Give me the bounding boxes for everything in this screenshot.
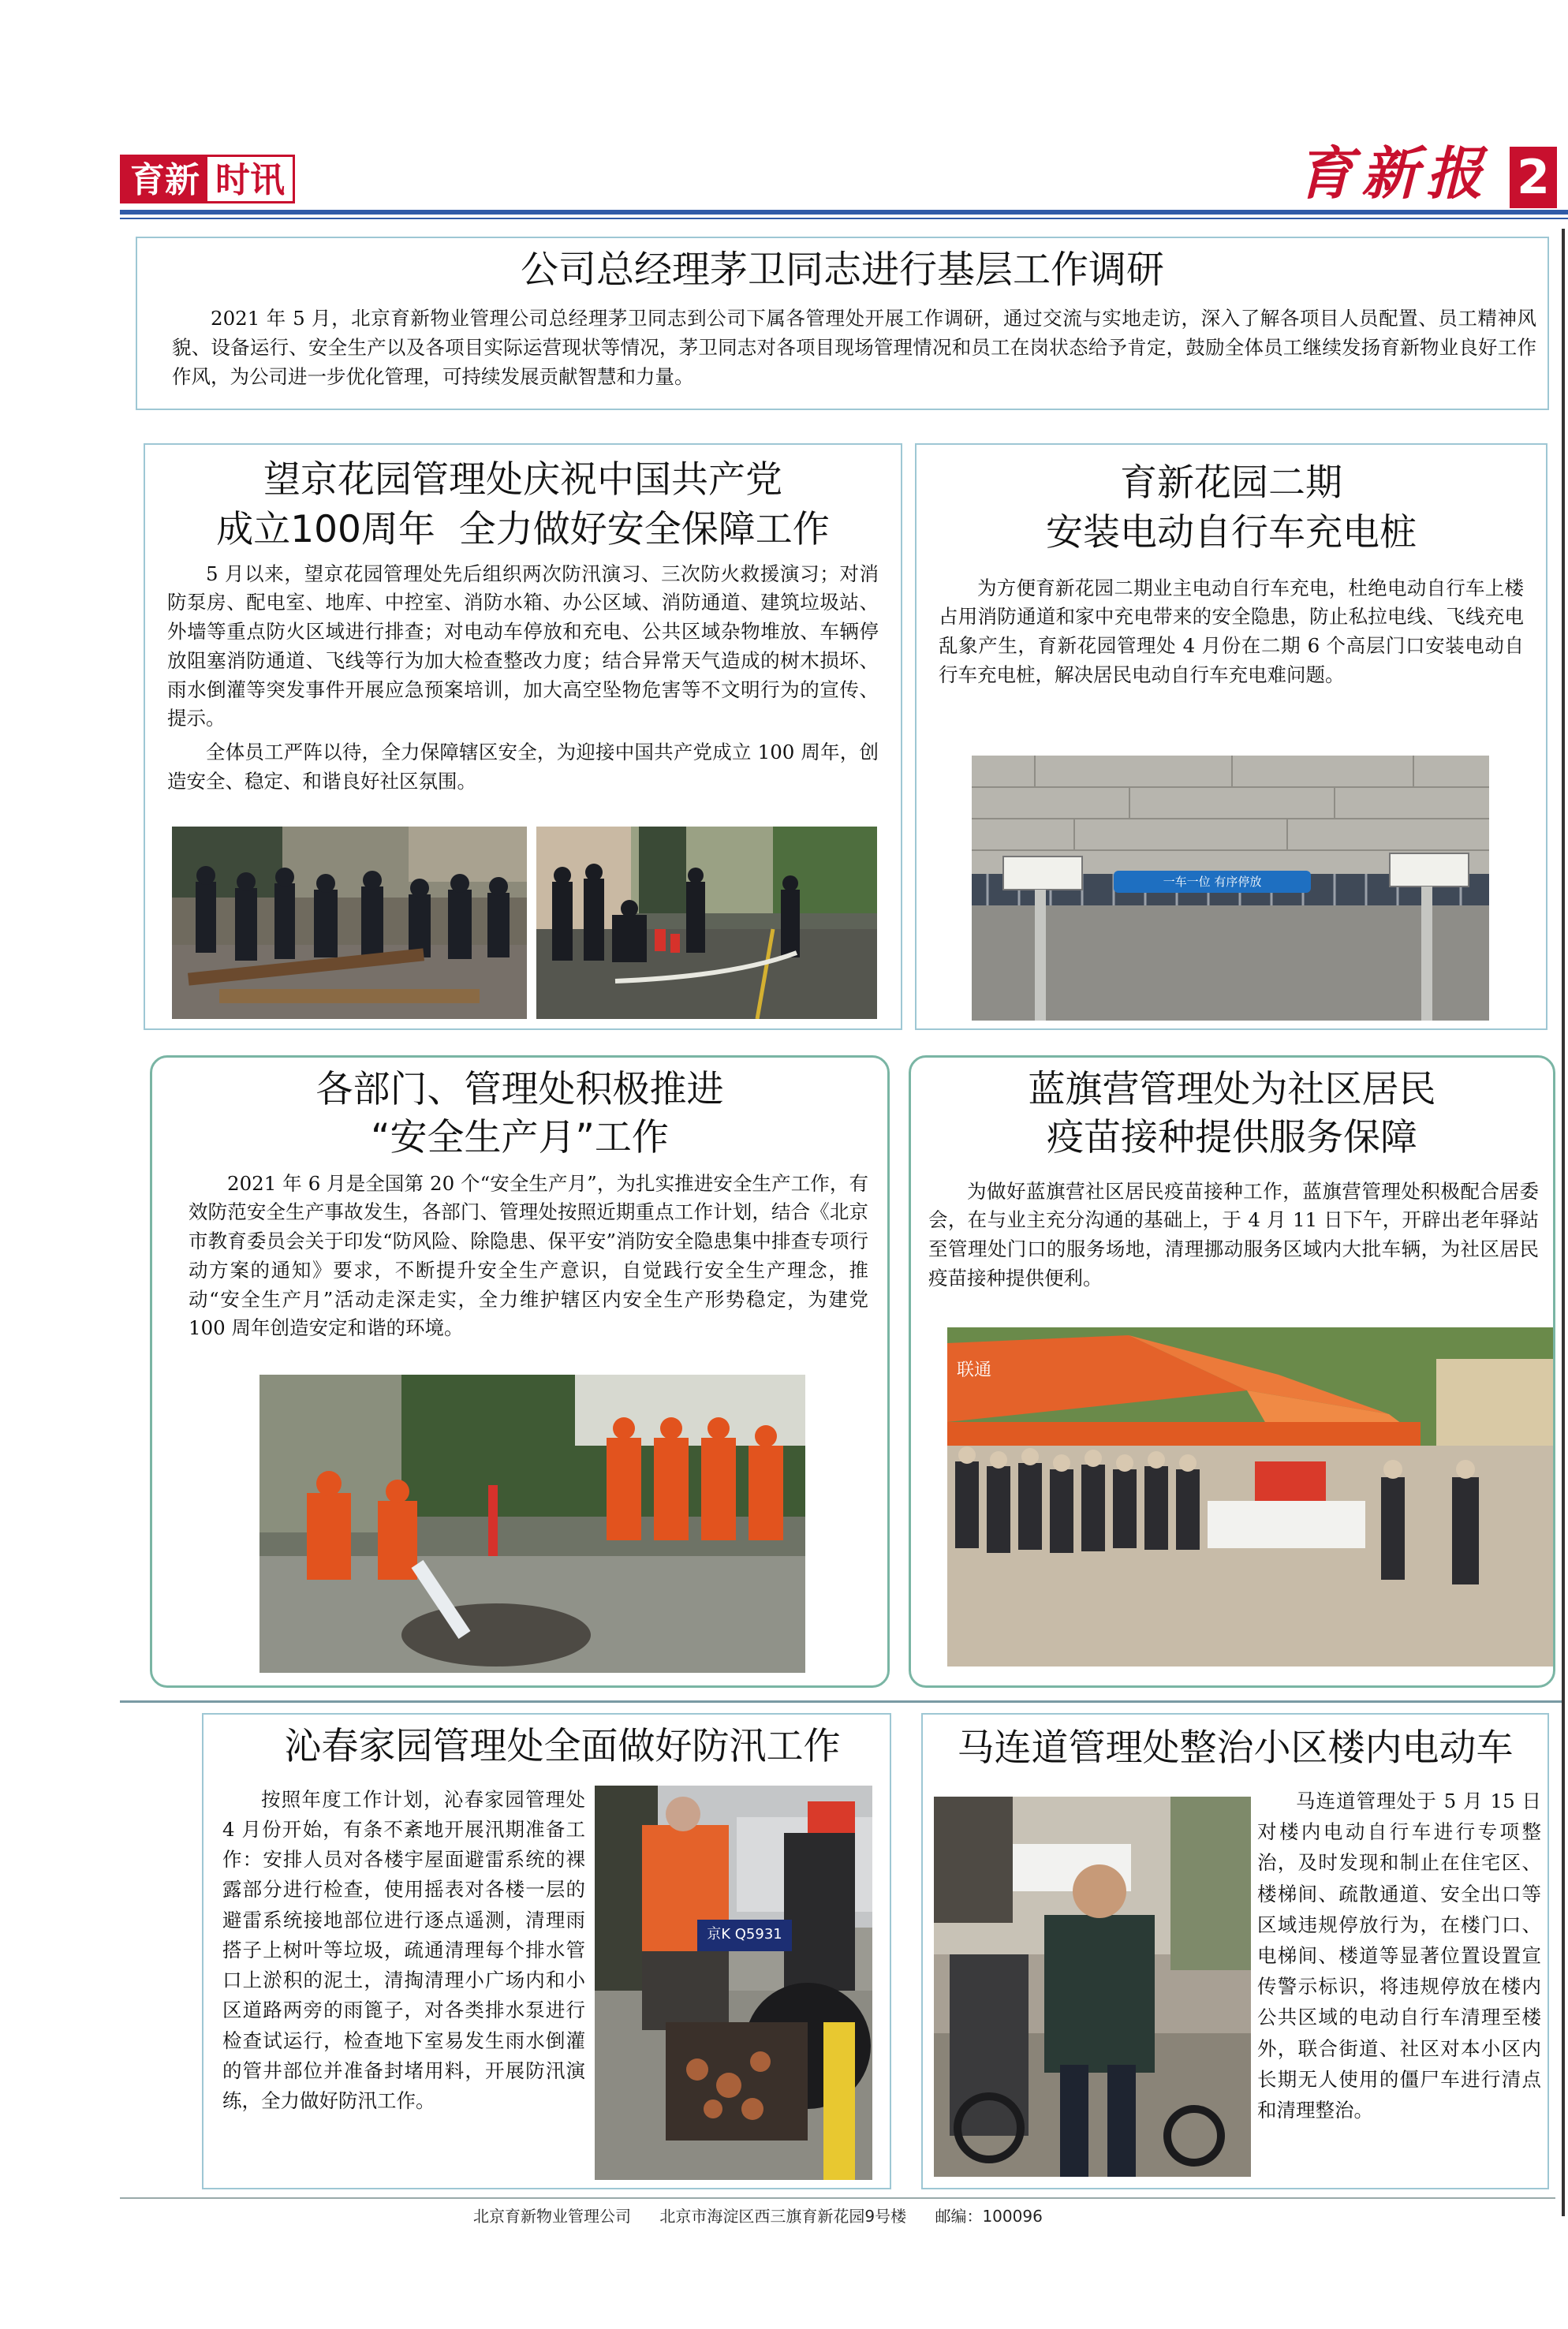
article-wangjing-para-1: 5 月以来，望京花园管理处先后组织两次防汛演习、三次防火救援演习；对消防泵房、配电室、地库、中控室、消防水箱、办公区域、消防通道、建筑垃圾站、外墙等重点防火区域进行排查；对电动车停放和充电、公共区域杂物堆放、车辆停放阻塞消防通道、飞线等行为加大检查整改力度；结合异常天气造成的树木损坏、雨水倒灌等突发事件开展应急预案培训，加大高空坠物危害等不文明行为的宣传、提示。 bbox=[167, 562, 879, 730]
header-rule bbox=[120, 210, 1568, 215]
section-tag bbox=[120, 155, 295, 203]
article-safety-title-1: 各部门、管理处积极推进 bbox=[315, 1068, 724, 1111]
article-charging-title-2: 安装电动自行车充电桩 bbox=[1046, 510, 1417, 554]
photo-drain-cleaning bbox=[595, 1786, 872, 2180]
photo-vaccination-site bbox=[947, 1327, 1553, 1667]
photo-ebike-removal bbox=[934, 1797, 1251, 2177]
article-top bbox=[136, 237, 1549, 410]
article-lanqiying-title-2: 疫苗接种提供服务保障 bbox=[1047, 1115, 1417, 1159]
footer-postcode: 邮编：100096 bbox=[935, 2207, 1043, 2226]
photo-license-plate: 京K Q5931 bbox=[707, 1926, 782, 1943]
photo-firefighters-drill bbox=[259, 1375, 805, 1673]
article-malian-title: 马连道管理处整治小区楼内电动车 bbox=[957, 1726, 1514, 1770]
photo-tent-text: 联通 bbox=[957, 1360, 992, 1380]
article-qinchun bbox=[202, 1713, 891, 2189]
article-lanqiying-title-1: 蓝旗营管理处为社区居民 bbox=[1028, 1068, 1436, 1111]
article-safety-month bbox=[150, 1055, 890, 1688]
article-wangjing-title-1: 望京花园管理处庆祝中国共产党 bbox=[263, 458, 782, 502]
photo-fire-hose-drill bbox=[536, 827, 877, 1019]
masthead: 育新报 bbox=[1296, 140, 1491, 207]
photo-charging-station bbox=[972, 756, 1489, 1021]
article-wangjing bbox=[144, 443, 902, 1030]
section-tag-white: 时讯 bbox=[207, 157, 293, 201]
article-qinchun-body: 按照年度工作计划，沁春家园管理处 4 月份开始，有条不紊地开展汛期准备工作：安排人员对各楼宇屋面避雷系统的裸露部分进行检查，使用摇表对各楼一层的避雷系统接地部位进行逐点遥测，清理雨搭子上树叶等垃圾，疏通清理每个排水管口上淤积的泥土，清掏清理小广场内和小区道路两旁的雨篦子，对各类排水泵进行检查试运行，检查地下室易发生雨水倒灌的管井部位并准备封堵用料，开展防汛演练，全力做好防汛工作。 bbox=[222, 1787, 585, 2112]
article-lanqiying-body: 为做好蓝旗营社区居民疫苗接种工作，蓝旗营管理处积极配合居委会，在与业主充分沟通的基础上，于 4 月 11 日下午，开辟出老年驿站至管理处门口的服务场地，清理挪动服务区域内大批车辆，为社区居民疫苗接种提供便利。 bbox=[928, 1179, 1539, 1290]
article-qinchun-title: 沁春家园管理处全面做好防汛工作 bbox=[284, 1725, 841, 1768]
section-tag-red: 育新 bbox=[122, 157, 207, 201]
article-safety-body: 2021 年 6 月是全国第 20 个“安全生产月”，为扎实推进安全生产工作，有效防范安全生产事故发生，各部门、管理处按照近期重点工作计划，结合《北京市教育委员会关于印发“防风险、除隐患、保平安”消防安全隐患集中排查专项行动方案的通知》要求，不断提升安全生产意识，自觉践行安全生产理念，推动“安全生产月”活动走深走实，全力维护辖区内安全生产形势稳定，为建党 100 周年创造安定和谐的环境。 bbox=[189, 1171, 868, 1340]
section-separator bbox=[120, 1700, 1562, 1703]
article-top-title: 公司总经理茅卫同志进行基层工作调研 bbox=[520, 248, 1164, 292]
article-malian bbox=[921, 1713, 1549, 2189]
article-wangjing-para-2: 全体员工严阵以待，全力保障辖区安全，为迎接中国共产党成立 100 周年，创造安全、稳定、和谐良好社区氛围。 bbox=[167, 741, 879, 793]
article-wangjing-title-2: 成立100周年 全力做好安全保障工作 bbox=[216, 507, 830, 551]
page-number: 2 bbox=[1510, 147, 1557, 208]
article-charging-body: 为方便育新花园二期业主电动自行车充电，杜绝电动自行车上楼占用消防通道和家中充电带来的安全隐患，防止私拉电线、飞线充电乱象产生，育新花园管理处 4 月份在二期 6 个高层门口安装电动自行车充电桩，解决居民电动自行车充电难问题。 bbox=[939, 576, 1524, 686]
footer-rule bbox=[120, 2197, 1555, 2199]
article-safety-title-2: “安全生产月”工作 bbox=[371, 1115, 669, 1159]
footer-address: 北京市海淀区西三旗育新花园9号楼 bbox=[659, 2207, 907, 2226]
page-edge-rule bbox=[1562, 229, 1565, 2216]
footer bbox=[473, 2204, 1262, 2235]
footer-company: 北京育新物业管理公司 bbox=[473, 2207, 631, 2226]
article-charging bbox=[915, 443, 1547, 1030]
header-rule-thin bbox=[120, 218, 1568, 219]
article-top-body: 2021 年 5 月，北京育新物业管理公司总经理茅卫同志到公司下属各管理处开展工作调研，通过交流与实地走访，深入了解各项目人员配置、员工精神风貌、设备运行、安全生产以及各项目实际运营现状等情况，茅卫同志对各项目现场管理情况和员工在岗状态给予肯定，鼓励全体员工继续发扬育新物业良好工作作风，为公司进一步优化管理，可持续发展贡献智慧和力量。 bbox=[172, 307, 1536, 388]
photo-drill-group bbox=[172, 827, 527, 1019]
article-charging-title-1: 育新花园二期 bbox=[1120, 461, 1342, 505]
article-malian-body: 马连道管理处于 5 月 15 日对楼内电动自行车进行专项整治，及时发现和制止在住宅区、楼梯间、疏散通道、安全出口等区域违规停放行为，在楼门口、电梯间、楼道等显著位置设置宣传警示标识，将违规停放在楼内公共区域的电动自行车清理至楼外，联合街道、社区对本小区内长期无人使用的僵尸车进行清点和清理整治。 bbox=[1257, 1790, 1541, 2122]
photo-charging-sign: 一车一位 有序停放 bbox=[1163, 875, 1262, 889]
article-lanqiying bbox=[909, 1055, 1555, 1688]
